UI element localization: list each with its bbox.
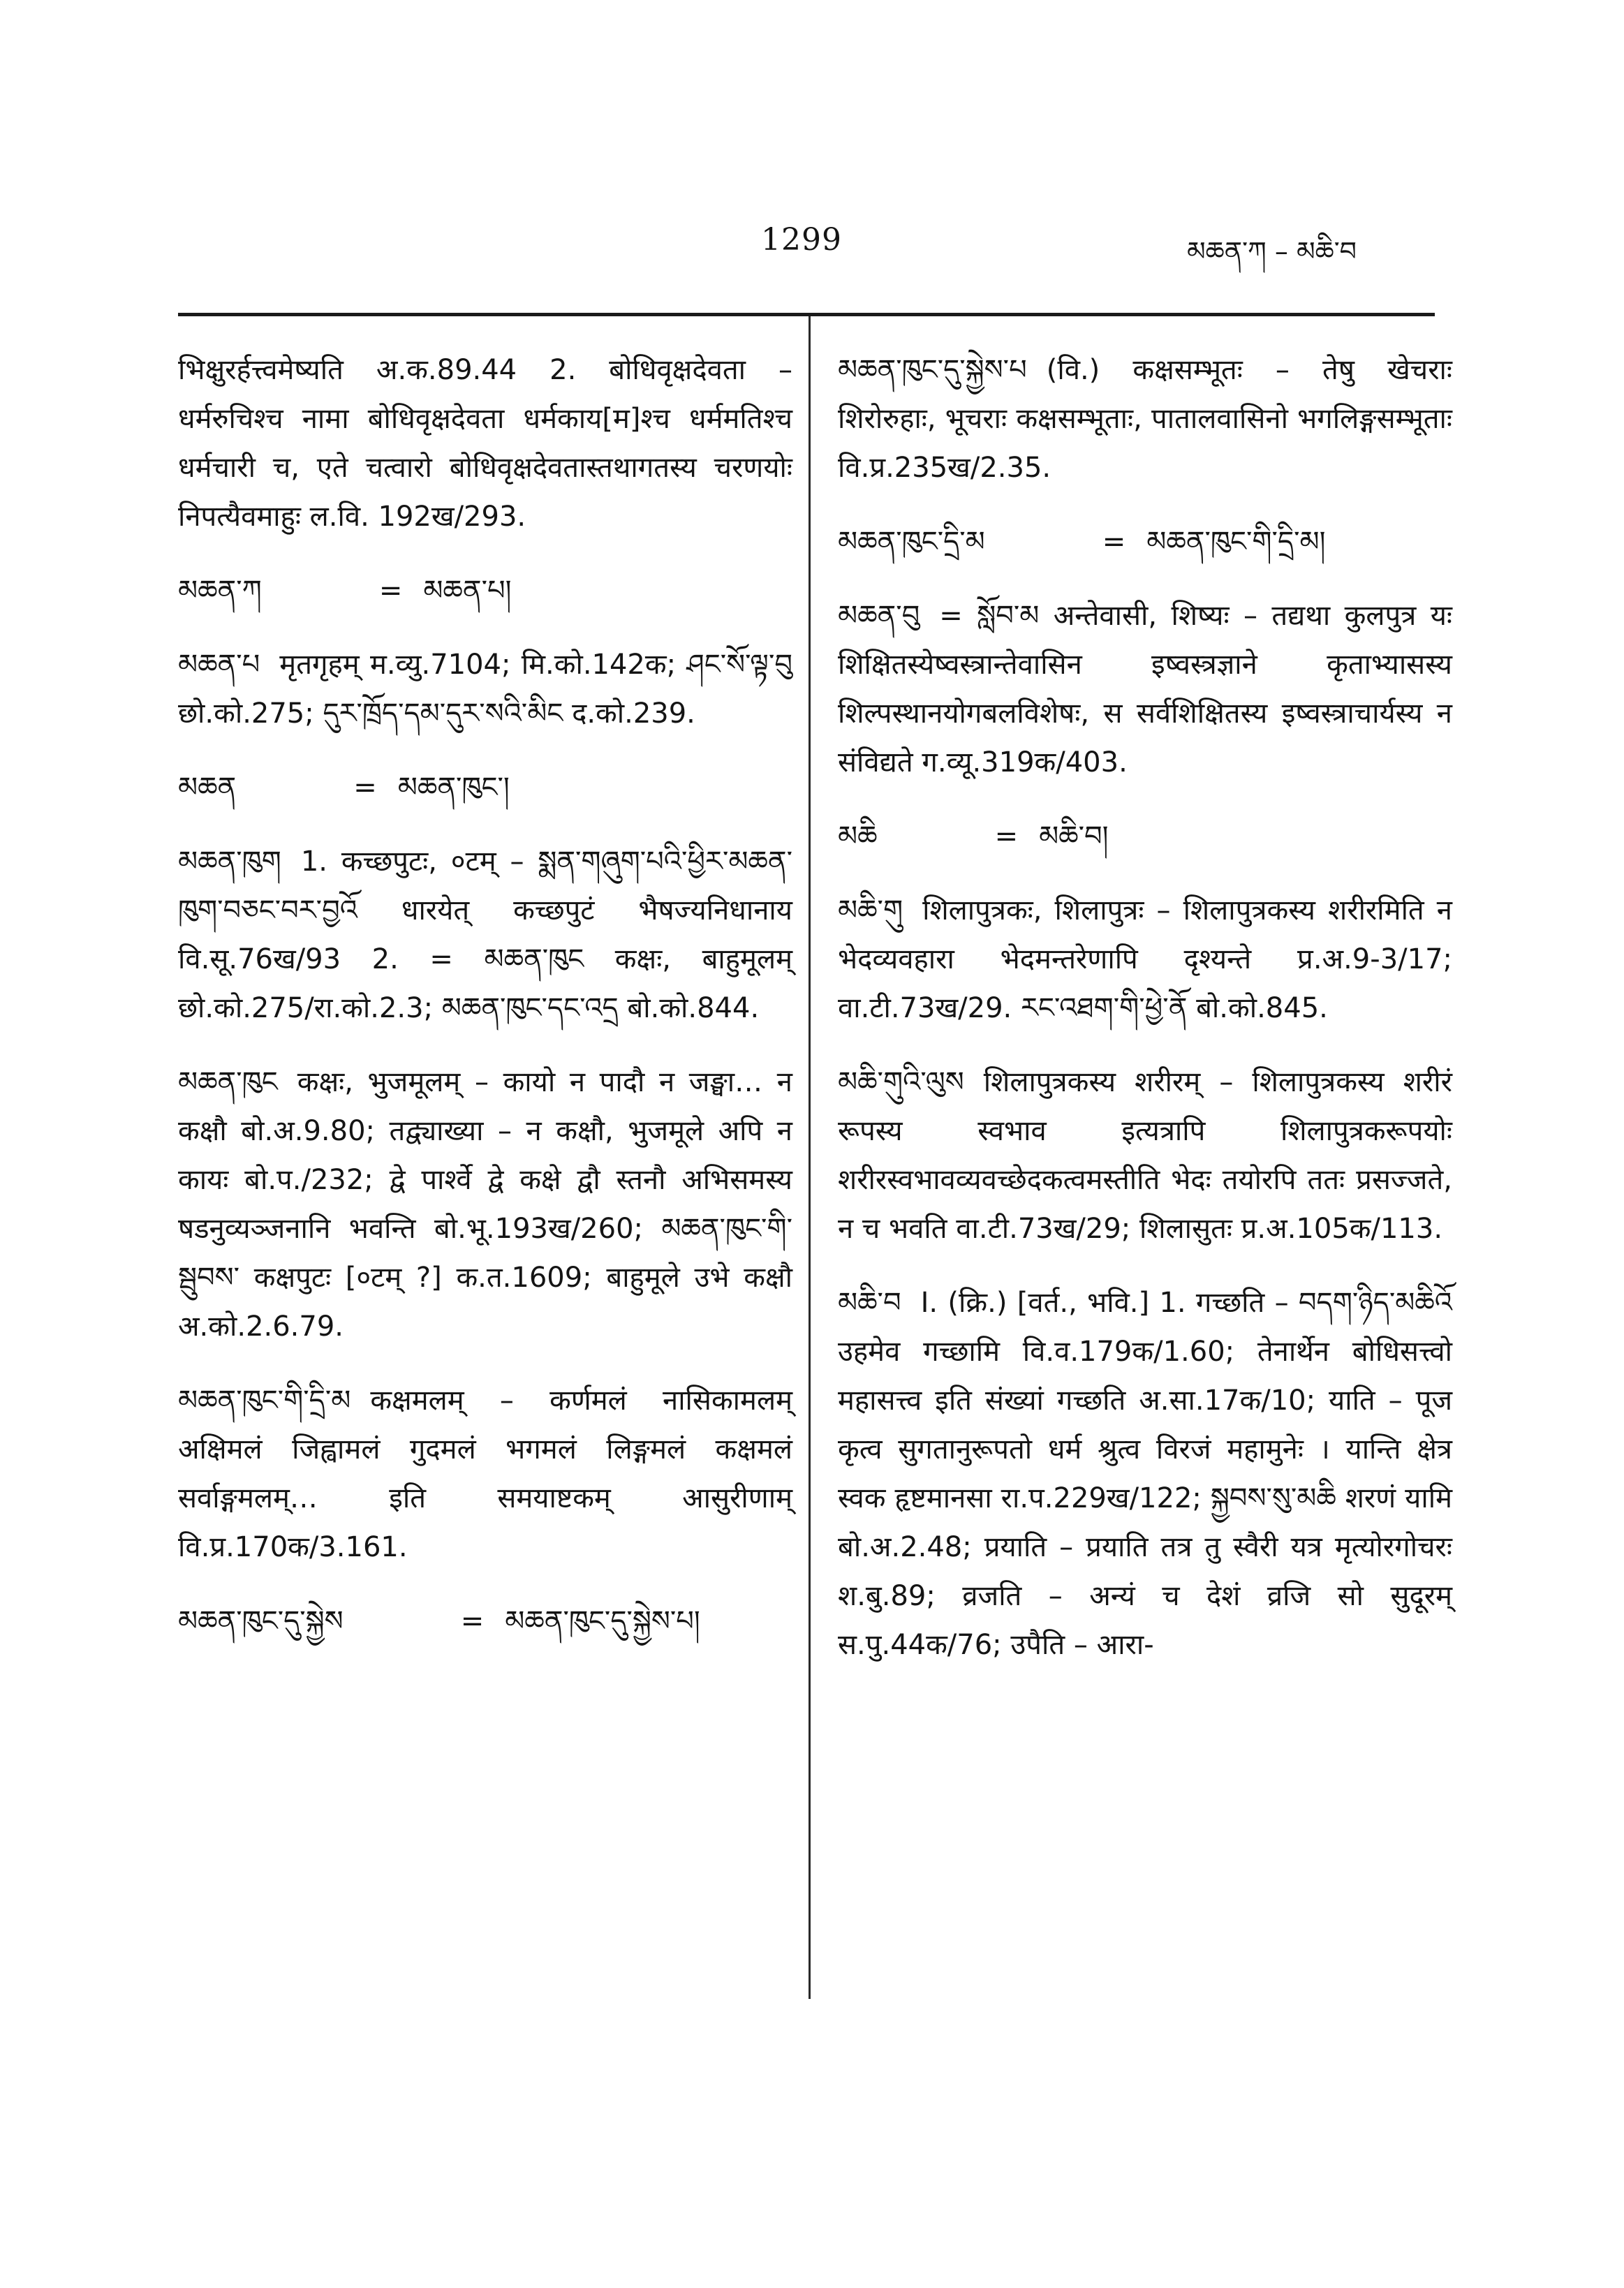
page-number: 1299 xyxy=(761,222,842,258)
right-column xyxy=(838,346,1452,1695)
dictionary-entry xyxy=(838,346,1452,492)
equals-sign: = xyxy=(353,772,377,804)
cross-reference-entry xyxy=(838,517,1452,566)
cross-reference-entry xyxy=(178,763,792,812)
entry-definition: 1. कच्छपुटः, ०टम् – སྨན་གཞུག་པའི་ཕྱིར་མཆན་ཁུག་བཅང་བར་བྱའོ धारयेत् कच्छपुटं भैषज्यनिधानाय वि.सू.76ख/93 2. = མཆན་ཁུང कक्षः, बाहुमूलम् छो.को.275/रा.को.2.3; མཆན་ཁུང་དང་འདྲ बो.को.844. xyxy=(178,846,792,1024)
dictionary-entry xyxy=(838,1058,1452,1253)
equals-sign: = xyxy=(1102,526,1126,558)
headword: མཆི་བ xyxy=(838,1287,901,1319)
cross-reference-entry xyxy=(178,1597,792,1646)
entry-definition: कक्षः, भुजमूलम् – कायो न पादौ न जङ्घा… न कक्षौ बो.अ.9.80; तद्व्याख्या – न कक्षौ, भुजमूले अपि न कायः बो.प./232; द्वे पार्श्वे द्वे कक्षे द्वौ स्तनौ अभिसमस्य षडनुव्यञ्जनानि भवन्ति बो.भू.193ख/260; མཆན་ཁུང་གི་སྦུབས་ कक्षपुटः [०टम् ?] क.त.1609; बाहुमूले उभे कक्षौ अ.को.2.6.79. xyxy=(178,1066,792,1343)
equals-sign: = xyxy=(378,575,403,607)
headword: མཆན་ཁུང་དྲི་མ xyxy=(838,526,985,558)
entry-definition: I. (क्रि.) [वर्त., भवि.] 1. गच्छति – བདག་ཉིད་མཆིའོ उहमेव गच्छामि वि.व.179क/1.60; तेनार्थेन बोधिसत्त्वो महासत्त्व इति संख्यां गच्छति अ.सा.17क/10; याति – पूज कृत्व सुगतानुरूपतो धर्म श्रुत्व विरजं महामुनेः । यान्ति क्षेत्र स्वक हृष्टमानसा रा.प.229ख/122; སྐྱབས་སུ་མཆི शरणं यामि बो.अ.2.48; प्रयाति – प्रयाति तत्र तु स्वैरी यत्र मृत्योरगोचरः श.बु.89; व्रजति – अन्यं च देशं व्रजि सो सुदूरम् स.पु.44क/76; उपैति – आरा- xyxy=(838,1287,1452,1661)
dictionary-entry xyxy=(838,1278,1452,1669)
dictionary-entry xyxy=(178,640,792,738)
column-divider xyxy=(809,316,811,1999)
dictionary-entry xyxy=(838,591,1452,787)
entry-definition: मृतगृहम् म.व्यु.7104; मि.को.142क; ཤང་སོ་ལྟ་བུ छो.को.275; དུར་ཁྲོད་དམ་དུར་སའི་མིང द.को.239. xyxy=(178,649,792,730)
headword: མཆན xyxy=(178,772,237,804)
cross-reference-entry xyxy=(838,812,1452,861)
headword: མཆན་ཀ xyxy=(178,575,262,607)
header-rule xyxy=(178,313,1435,316)
headword: མཆན་ཁུག xyxy=(178,846,281,878)
dictionary-entry xyxy=(178,1376,792,1572)
headword: མཆན་ཁུང་དུ་སྐྱེས་པ xyxy=(838,354,1027,386)
headword: མཆན་ཁུང་དུ་སྐྱེས xyxy=(178,1605,344,1637)
cross-reference-target: མཆན་ཁུང་གི་དྲི་མ། xyxy=(1146,526,1326,558)
headword: མཆན་ཁུང xyxy=(178,1066,278,1098)
headword: མཆི་གུའི་ལུས xyxy=(838,1066,964,1098)
dictionary-entry xyxy=(838,886,1452,1033)
cross-reference-entry xyxy=(178,566,792,615)
headword: མཆན་ཁུང་གི་དྲི་མ xyxy=(178,1385,351,1417)
headword: མཆན་པ xyxy=(178,649,260,681)
equals-sign: = xyxy=(460,1605,485,1637)
left-column xyxy=(178,346,792,1671)
entry-definition: शिलापुत्रकः, शिलापुत्रः – शिलापुत्रकस्य शरीरमिति न भेदव्यवहारा भेदमन्तरेणापि दृश्यन्ते प्र.अ.9-3/17; वा.टी.73ख/29. རང་འཐག་གི་ཕྱེ་ནོ बो.को.845. xyxy=(838,894,1452,1024)
entry-definition: = སློབ་མ अन्तेवासी, शिष्यः – तद्यथा कुलपुत्र यः शिक्षितस्येष्वस्त्रान्तेवासिन इष्वस्त्रज्ञाने कृताभ्यासस्य शिल्पस्थानयोगबलविशेषः, स सर्वशिक्षितस्य इष्वस्त्राचार्यस्य न संविद्यते ग.व्यू.319क/403. xyxy=(838,600,1452,778)
dictionary-entry xyxy=(178,837,792,1033)
cross-reference-target: མཆི་བ། xyxy=(1039,820,1109,853)
continuation-text: भिक्षुरर्हत्त्वमेष्यति अ.क.89.44 2. बोधिवृक्षदेवता – धर्मरुचिश्च नामा बोधिवृक्षदेवता धर्मकाय[म]श्च धर्ममतिश्च धर्मचारी च, एते चत्वारो बोधिवृक्षदेवतास्तथागतस्य चरणयोः निपत्यैवमाहुः ल.वि. 192ख/293. xyxy=(178,354,792,533)
running-head: མཆན་ཀ – མཆི་བ xyxy=(1187,236,1357,267)
cross-reference-target: མཆན་ཁུང་། xyxy=(397,772,510,804)
entry-definition: (वि.) कक्षसम्भूतः – तेषु खेचराः शिरोरुहाः, भूचराः कक्षसम्भूताः, पातालवासिनो भगलिङ्गसम्भूताः वि.प्र.235ख/2.35. xyxy=(838,354,1452,484)
equals-sign: = xyxy=(994,820,1019,853)
dictionary-entry xyxy=(178,1058,792,1351)
headword: མཆི xyxy=(838,820,878,853)
entry-definition: कक्षमलम् – कर्णमलं नासिकामलम् अक्षिमलं जिह्वामलं गुदमलं भगमलं लिङ्गमलं कक्षमलं सर्वाङ्गमलम्… इति समयाष्टकम् आसुरीणाम् वि.प्र.170क/3.161. xyxy=(178,1385,792,1563)
entry-definition: शिलापुत्रकस्य शरीरम् – शिलापुत्रकस्य शरीरं रूपस्य स्वभाव इत्यत्रापि शिलापुत्रकरूपयोः शरीरस्वभावव्यवच्छेदकत्वमस्तीति भेदः तयोरपि ततः प्रसज्जते, न च भवति वा.टी.73ख/29; शिलासुतः प्र.अ.105क/113. xyxy=(838,1066,1452,1245)
headword: མཆན་བུ xyxy=(838,600,920,632)
cross-reference-target: མཆན་ཁུང་དུ་སྐྱེས་པ། xyxy=(505,1605,700,1637)
cross-reference-target: མཆན་པ། xyxy=(423,575,512,607)
headword: མཆི་གུ xyxy=(838,894,903,927)
